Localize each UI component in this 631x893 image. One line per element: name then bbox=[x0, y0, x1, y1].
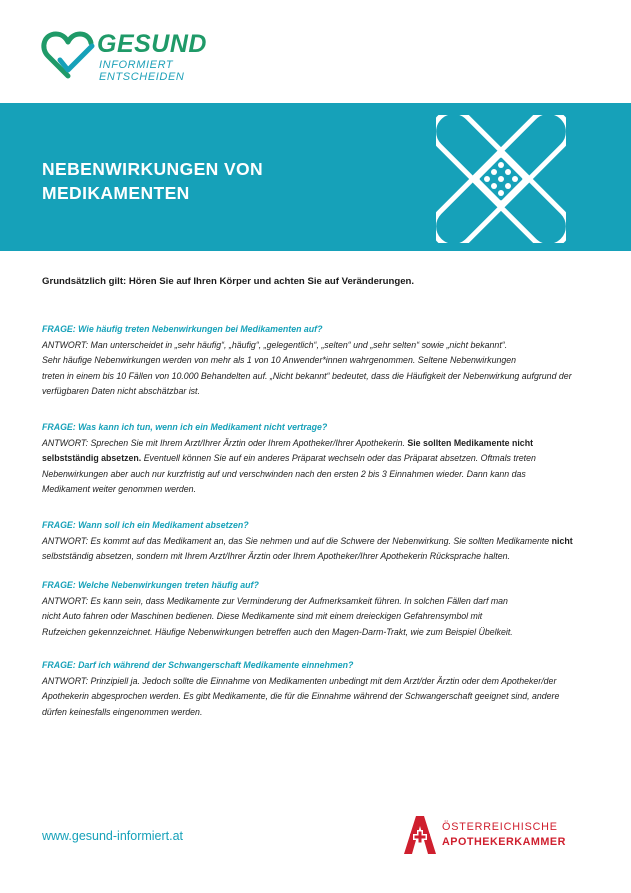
answer-emphasis: Sie sollten Medikamente nicht bbox=[407, 437, 534, 448]
answer-text: Eventuell können Sie auf ein anderes Präparat wechseln oder das Präparat absetzen. Oftmals treten bbox=[141, 453, 536, 464]
answer-line: verfügbaren Daten nicht abschätzbar ist. bbox=[42, 386, 200, 397]
faq-answer bbox=[42, 436, 597, 498]
intro-text: Grundsätzlich gilt: Hören Sie auf Ihren Körper und achten Sie auf Veränderungen. bbox=[42, 276, 415, 287]
page-title bbox=[42, 157, 263, 205]
answer-line bbox=[42, 534, 597, 550]
org-logo bbox=[400, 812, 590, 858]
brand-sub-line1: INFORMIERT bbox=[99, 59, 174, 71]
faq-item bbox=[42, 518, 597, 565]
bandage-icon bbox=[436, 115, 566, 243]
answer-line: ANTWORT: Prinzipiell ja. Jedoch sollte die Einnahme von Medikamenten unbedingt mit dem Arzt/der Ärztin oder dem Apotheker/der bbox=[42, 675, 557, 686]
faq-question: FRAGE: Darf ich während der Schwangerschaft Medikamente einnehmen? bbox=[42, 660, 354, 670]
brand-subtitle bbox=[99, 59, 184, 83]
answer-line: Apothekerin abgesprochen werden. Es gibt Medikamente, die für die Einnahme während der Schwangerschaft geeignet sind, andere bbox=[42, 691, 560, 702]
faq-answer bbox=[42, 338, 597, 400]
answer-emphasis: selbstständig absetzen. bbox=[42, 453, 142, 464]
faq-question: FRAGE: Welche Nebenwirkungen treten häufig auf? bbox=[42, 580, 259, 590]
answer-line: dürfen keinesfalls eingenommen werden. bbox=[42, 706, 203, 717]
answer-line: ANTWORT: Man unterscheidet in „sehr häufig“, „häufig“, „gelegentlich“, „selten“ und „sehr selten“ sowie „nicht bekannt“. bbox=[42, 339, 508, 350]
answer-text: ANTWORT: Sprechen Sie mit Ihrem Arzt/Ihrer Ärztin oder Ihrem Apotheker/Ihrer Apothekerin. bbox=[42, 437, 408, 448]
answer-line bbox=[42, 451, 597, 467]
faq-item bbox=[42, 658, 597, 720]
answer-line: selbstständig absetzen, sondern mit Ihrem Arzt/Ihrer Ärztin oder Ihrem Apotheker/Ihrer Apothekerin Rücksprache halten. bbox=[42, 551, 510, 562]
faq-question: FRAGE: Was kann ich tun, wenn ich ein Medikament nicht vertrage? bbox=[42, 422, 328, 432]
answer-line: Medikament weiter genommen werden. bbox=[42, 484, 197, 495]
org-name-line1: ÖSTERREICHISCHE bbox=[442, 821, 558, 833]
page-title-line1: NEBENWIRKUNGEN VON bbox=[42, 159, 264, 179]
answer-line: Rufzeichen gekennzeichnet. Häufige Nebenwirkungen betreffen auch den Magen-Darm-Trakt, wie zum Beispiel Übelkeit. bbox=[42, 626, 513, 637]
heart-check-icon bbox=[40, 28, 96, 84]
page-title-line2: MEDIKAMENTEN bbox=[42, 183, 190, 203]
answer-emphasis: nicht bbox=[551, 535, 573, 546]
brand-logo bbox=[40, 28, 220, 90]
faq-question: FRAGE: Wie häufig treten Nebenwirkungen bei Medikamenten auf? bbox=[42, 324, 323, 334]
answer-line: nicht Auto fahren oder Maschinen bedienen. Diese Medikamente sind mit einem dreieckigen Gefahrensymbol mit bbox=[42, 611, 483, 622]
answer-line bbox=[42, 436, 597, 452]
answer-line: treten in einem bis 10 Fällen von 10.000 Behandelten auf. „Nicht bekannt“ bedeutet, dass die Häufigkeit der Nebenwirkung aufgrund der bbox=[42, 370, 572, 381]
faq-item bbox=[42, 322, 597, 400]
header-banner bbox=[0, 103, 631, 251]
answer-line: ANTWORT: Es kann sein, dass Medikamente zur Verminderung der Aufmerksamkeit führen. In solchen Fällen darf man bbox=[42, 595, 508, 606]
footer-url-link[interactable]: www.gesund-informiert.at bbox=[42, 829, 184, 843]
faq-answer bbox=[42, 594, 597, 641]
answer-text: ANTWORT: Es kommt auf das Medikament an, das Sie nehmen und auf die Schwere der Nebenwirkung. Sie sollten Medikamente bbox=[42, 535, 552, 546]
pharmacy-a-icon bbox=[400, 812, 438, 856]
answer-line: Nebenwirkungen aber auch nur kurzfristig auf und verschwinden nach den ersten 2 bis 3 Einnahmen wieder. Dann kann das bbox=[42, 468, 526, 479]
brand-title: GESUND bbox=[97, 30, 207, 58]
brand-sub-line2: ENTSCHEIDEN bbox=[99, 71, 185, 83]
faq-question: FRAGE: Wann soll ich ein Medikament absetzen? bbox=[42, 520, 249, 530]
org-name-line2: APOTHEKERKAMMER bbox=[442, 836, 566, 848]
faq-item bbox=[42, 578, 597, 640]
faq-item bbox=[42, 420, 597, 498]
faq-answer bbox=[42, 674, 597, 721]
answer-line: Sehr häufige Nebenwirkungen werden von mehr als 1 von 10 Anwender*innen wahrgenommen. Seltene Nebenwirkungen bbox=[42, 355, 517, 366]
faq-answer bbox=[42, 534, 597, 565]
